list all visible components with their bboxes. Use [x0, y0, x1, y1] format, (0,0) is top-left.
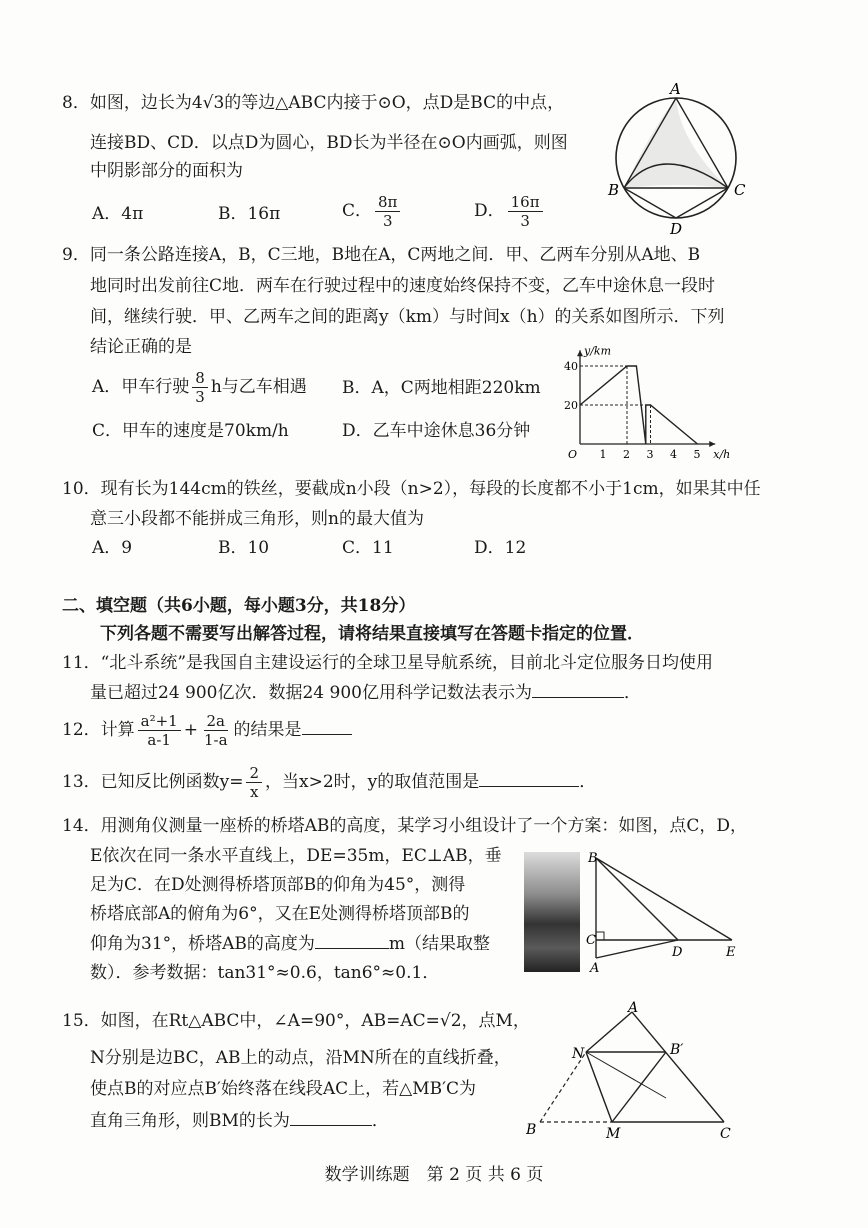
- segment-bd: [624, 188, 676, 218]
- q14-line3: 足为C．在D处测得桥塔顶部B的仰角为45°，测得: [90, 875, 466, 895]
- side-ac: [632, 1012, 724, 1122]
- label-c: C: [720, 1126, 731, 1142]
- q13-pre: 13．已知反比例函数y=: [62, 772, 244, 792]
- origin-label: O: [568, 448, 578, 461]
- q8-option-d-num: 16π: [508, 193, 543, 212]
- q12-f1-num: a²+1: [138, 712, 181, 731]
- q11-line2: 量已超过24 900亿次．数据24 900亿用科学记数法表示为: [90, 683, 532, 703]
- label-bp: B′: [670, 1042, 684, 1058]
- shaded-region: [624, 98, 728, 188]
- dashed-bn: [540, 1052, 586, 1122]
- q8-option-c: [342, 193, 403, 230]
- q13-line: [62, 764, 596, 801]
- y-axis-label: y/km: [584, 344, 612, 358]
- q8-option-d-fraction: [508, 193, 543, 230]
- q9-option-b: B．A，C两地相距220km: [342, 378, 541, 398]
- line-be: [596, 858, 732, 940]
- q9-option-a: [92, 369, 307, 406]
- q12-answer-blank: [302, 718, 352, 735]
- segment-cd: [676, 188, 728, 218]
- label-d: D: [672, 945, 683, 960]
- q9-option-a-fraction: [192, 369, 208, 406]
- q8-option-b: B．16π: [218, 204, 281, 224]
- q13-f-num: 2: [246, 764, 262, 783]
- q12-f2-den: 1-a: [203, 731, 228, 749]
- q8-option-c-label: C．: [342, 201, 373, 221]
- q9-option-d: D．乙车中途休息36分钟: [342, 421, 531, 441]
- q14-answer-blank: [315, 932, 389, 949]
- q12-plus: +: [183, 720, 198, 740]
- right-angle-c: [596, 932, 604, 940]
- label-n: N: [572, 1046, 585, 1062]
- q9-line4: 结论正确的是: [90, 337, 192, 357]
- label-c: C: [586, 933, 596, 948]
- q15-end: ．: [371, 1111, 389, 1131]
- q15-line1: 15．如图，在Rt△ABC中，∠A=90°，AB=AC=√2，点M，: [62, 1011, 530, 1031]
- q9-option-a-post: h与乙车相遇: [210, 377, 307, 397]
- q13-post: ，当x>2时，y的取值范围是: [265, 772, 480, 792]
- label-b: B: [588, 851, 598, 866]
- y-axis-arrow: [577, 350, 583, 356]
- chart-guides: [580, 366, 651, 444]
- q14-line5: [90, 932, 490, 955]
- q11-end: ．: [623, 683, 641, 703]
- x-axis-arrow: [709, 441, 715, 447]
- q15-line2: N分别是边BC，AB上的动点，沿MN所在的直线折叠，: [90, 1048, 511, 1068]
- label-a: A: [590, 961, 600, 976]
- q9-line1: 9．同一条公路连接A，B，C三地，B地在A，C两地之间．甲、乙两车分别从A地、B: [62, 245, 701, 265]
- q13-fraction: [246, 764, 262, 801]
- q12-fraction-2: [201, 712, 231, 749]
- section2-instruction: 下列各题不需要写出解答过程，请将结果直接填写在答题卡指定的位置．: [100, 624, 644, 644]
- q12-line: [62, 712, 352, 749]
- label-a: A: [628, 1000, 639, 1016]
- x-tick-label: 5: [693, 448, 701, 461]
- x-tick-label: 2: [623, 448, 630, 461]
- q9-option-c: C．甲车的速度是70km/h: [92, 421, 289, 441]
- q9-option-a-pre: A．甲车行驶: [92, 377, 190, 397]
- label-m: M: [606, 1126, 621, 1142]
- q8-option-c-den: 3: [382, 212, 393, 230]
- q8-option-c-fraction: [375, 193, 400, 230]
- q15-line4: 直角三角形，则BM的长为: [90, 1111, 290, 1131]
- q14-line5b: m（结果取整: [388, 934, 491, 954]
- q14-figure: [584, 848, 754, 976]
- q8-circle-figure: [600, 80, 760, 238]
- x-axis-label: x/h: [713, 448, 731, 461]
- q14-line5a: 仰角为31°，桥塔AB的高度为: [90, 934, 315, 954]
- line-ad: [596, 940, 678, 958]
- line-bd: [596, 858, 678, 940]
- q8-option-d-label: D．: [474, 201, 505, 221]
- q9-line2: 地同时出发前往C地．两车在行驶过程中的速度始终保持不变，乙车中途休息一段时: [90, 276, 716, 296]
- q15-answer-blank: [290, 1109, 372, 1126]
- side-ab: [586, 1012, 632, 1052]
- q9-distance-time-chart: [560, 326, 760, 466]
- q12-post: 的结果是: [233, 720, 302, 740]
- q12-f1-den: a-1: [147, 731, 171, 749]
- q8-line1: 8．如图，边长为4√3的等边△ABC内接于⊙O，点D是BC的中点，: [62, 93, 565, 113]
- label-e: E: [726, 945, 736, 960]
- q8-option-c-num: 8π: [375, 193, 400, 212]
- q12-f2-num: 2a: [204, 712, 229, 731]
- q8-option-d-den: 3: [520, 212, 530, 230]
- q9-option-a-den: 3: [195, 388, 205, 406]
- segment-mbp: [612, 1052, 666, 1122]
- page-footer: 数学训练题 第 2 页 共 6 页: [324, 1165, 544, 1185]
- q9-line3: 间，继续行驶．甲、乙两车之间的距离y（km）与时间x（h）的关系如图所示．下列: [90, 307, 725, 327]
- q15-line3: 使点B的对应点B′始终落在线段AC上，若△MB′C为: [90, 1079, 476, 1099]
- label-c: C: [734, 181, 746, 199]
- section2-title: 二、填空题（共6小题，每小题3分，共18分）: [62, 596, 416, 616]
- label-d: D: [670, 220, 683, 238]
- q8-line2: 连接BD、CD．以点D为圆心，BD长为半径在⊙O内画弧，则图: [90, 133, 568, 153]
- q8-line3: 中阴影部分的面积为: [90, 161, 243, 181]
- x-tick-label: 4: [670, 448, 677, 461]
- q13-end: ．: [579, 772, 597, 792]
- q10-option-c: C．11: [342, 538, 394, 558]
- q13-answer-blank: [479, 770, 579, 787]
- q13-f-den: x: [250, 783, 259, 801]
- x-tick-label: 1: [599, 448, 607, 461]
- label-a: A: [670, 80, 681, 98]
- q10-option-a: A．9: [92, 538, 133, 558]
- label-b: B: [608, 181, 620, 199]
- q11-line2-wrap: [90, 681, 641, 704]
- y-tick-label: 40: [564, 360, 578, 373]
- q9-option-a-num: 8: [192, 369, 208, 388]
- y-tick-label: 20: [564, 399, 578, 412]
- segment-mx: [594, 1074, 612, 1122]
- q10-line2: 意三小段都不能拼成三角形，则n的最大值为: [90, 509, 424, 529]
- segment-nbp-cross: [586, 1052, 666, 1098]
- q10-line1: 10．现有长为144cm的铁丝，要截成n小段（n>2），每段的长度都不小于1cm，如果其中任: [62, 479, 761, 499]
- q12-pre: 12．计算: [62, 720, 135, 740]
- q14-line6: 数）．参考数据：tan31°≈0.6，tan6°≈0.1．: [90, 963, 440, 983]
- q14-line1: 14．用测角仪测量一座桥的桥塔AB的高度，某学习小组设计了一个方案：如图，点C，D，: [62, 816, 748, 836]
- bridge-tower-photo: [524, 852, 580, 972]
- q15-line4-wrap: [90, 1109, 389, 1132]
- q12-fraction-1: [138, 712, 181, 749]
- q8-option-d: [474, 193, 546, 230]
- label-b: B: [526, 1122, 537, 1138]
- q10-option-d: D．12: [474, 538, 527, 558]
- q11-answer-blank: [532, 681, 624, 698]
- q14-line4: 桥塔底部A的俯角为6°，又在E处测得桥塔顶部B的: [90, 904, 470, 924]
- q11-line1: 11．“北斗系统”是我国自主建设运行的全球卫星导航系统，目前北斗定位服务日均使用: [62, 653, 714, 673]
- q15-figure: [520, 1000, 750, 1140]
- q14-line2: E依次在同一条水平直线上，DE=35m，EC⊥AB，垂: [90, 846, 502, 866]
- q10-option-b: B．10: [218, 538, 270, 558]
- q8-option-a: A．4π: [92, 204, 144, 224]
- x-tick-label: 3: [646, 448, 654, 461]
